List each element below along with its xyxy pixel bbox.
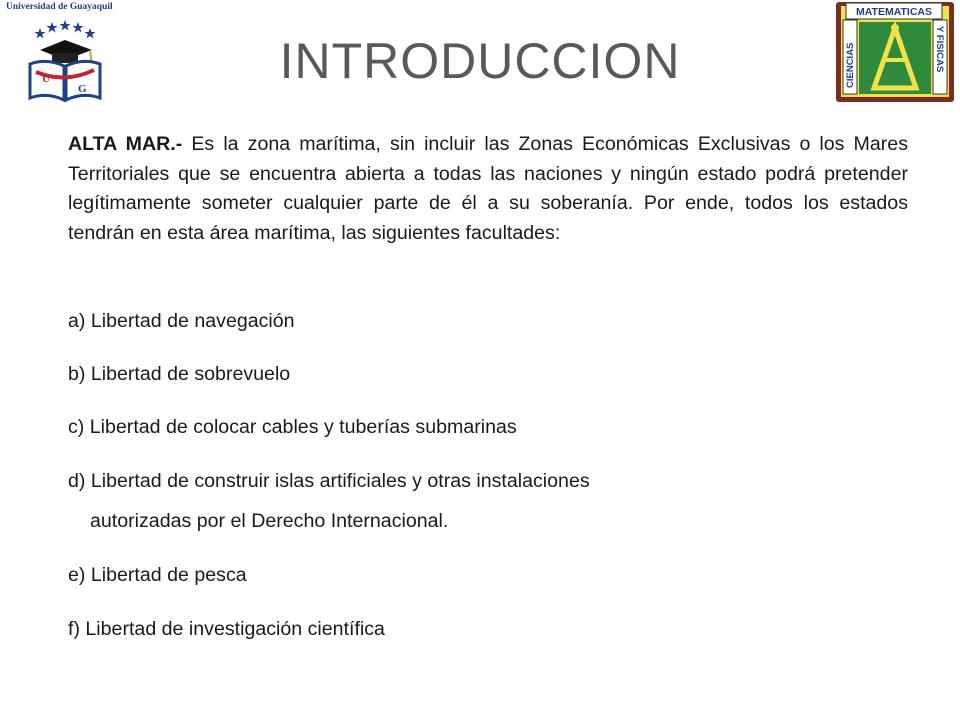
logo-letter-g: G [78, 83, 87, 95]
university-logo-text: Universidad de Guayaquil [6, 2, 113, 12]
list-item-sobrevuelo: b) Libertad de sobrevuelo [68, 363, 291, 385]
faculty-logo-right-text: Y FISICAS [934, 26, 945, 73]
faculty-logo-top-text: MATEMATICAS [855, 6, 933, 18]
faculty-logo-left-text: CIENCIAS [845, 42, 856, 88]
list-item-investigacion: f) Libertad de investigación científica [68, 618, 385, 640]
intro-paragraph [68, 130, 908, 248]
list-item-islas-continuation: autorizadas por el Derecho Internacional. [90, 510, 449, 532]
list-item-navegacion: a) Libertad de navegación [68, 310, 295, 332]
page-title: INTRODUCCION [279, 33, 681, 89]
paragraph-text: Es la zona marítima, sin incluir las Zonas Económicas Exclusivas o los Mares Territoriales que se encuentra abierta a todas las naciones y ningún estado podrá pretender legítimamente someter cualquier parte de él a su soberanía. Por ende, todos los estados tendrán en esta área marítima, las siguientes facultades: [68, 133, 908, 244]
logo-letter-u: U [42, 73, 50, 85]
paragraph-lead: ALTA MAR.- [68, 133, 183, 155]
list-item-cables: c) Libertad de colocar cables y tuberías submarinas [68, 416, 517, 438]
list-item-islas: d) Libertad de construir islas artificiales y otras instalaciones [68, 470, 590, 492]
list-item-pesca: e) Libertad de pesca [68, 564, 247, 586]
